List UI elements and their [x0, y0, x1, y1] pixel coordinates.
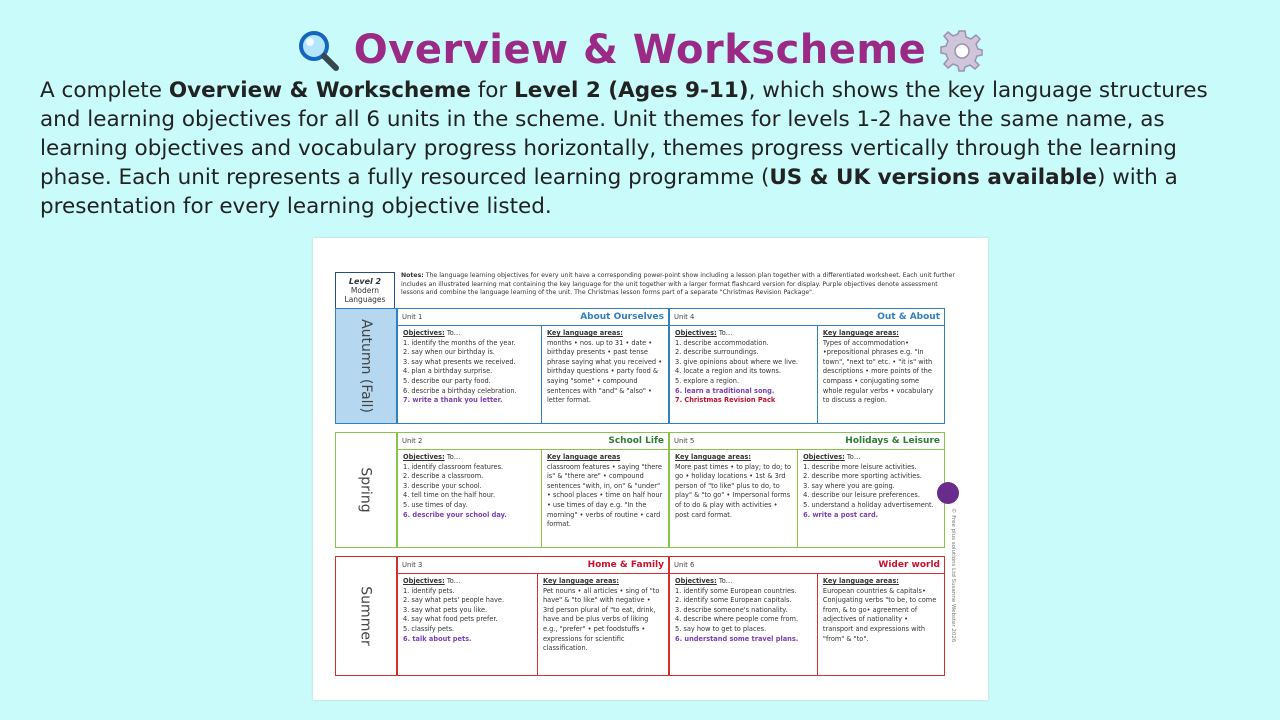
season-summer: [335, 556, 945, 676]
unit-card: Unit 5 Holidays & Leisure Key language areas: More past times • to play; to do; to go • holiday locations • 1st & 3rd person of "to like" plus to do, to play" & "to go" • Impersonal forms of to do & play with activities • post card format. Objectives: To… 1. describe more leisure activities. 2. describe more sporting activities. 3. say where you are going. 4. describe our leisure preferences. 5. understand a holiday advertisement. 6. write a post card.: [669, 432, 945, 548]
unit-card: Unit 3 Home & Family Objectives: To… 1. identify pets. 2. say what pets' people have. 3. say what pets you like. 4. say what food pets prefer. 5. classify pets. 6. talk about pets. Key language areas: Pet nouns • all articles • sing of "to have" & "to like" with negative • 3rd person plural of "to eat, drink, have and be plus verbs of liking e.g., "prefer" • pet foodstuffs • expressions for scientific classification.: [397, 556, 669, 676]
season-label: Autumn (Fall): [335, 308, 397, 424]
intro-paragraph: A complete Overview & Workscheme for Level 2 (Ages 9-11), which shows the key language structures and learning objectives for all 6 units in the scheme. Unit themes for levels 1-2 have the same name, as learning objectives and vocabulary progress horizontally, themes progress vertically through the learning phase. Each unit represents a fully resourced learning programme (US & UK versions available) with a presentation for every learning objective listed.: [40, 78, 1208, 219]
page-title: Overview & Workscheme: [353, 27, 927, 73]
copyright: © Free plus solutions Ltd Susanne Webster 2026: [950, 508, 956, 643]
unit-card: Unit 4 Out & About Objectives: To… 1. describe accommodation. 2. describe surroundings. 3. give opinions about where we live. 4. locate a region and its towns. 5. explore a region. 6. learn a traditional song. 7. Christmas Revision Pack Key language areas: Types of accommodation• •prepositional phrases e.g. "In town", "next to" etc. • "it is" with descriptions • more points of the compass • conjugating some whole regular verbs • vocabulary to discuss a region.: [669, 308, 945, 424]
header: [0, 22, 1280, 78]
season-spring: [335, 432, 945, 548]
unit-card: Unit 6 Wider world Objectives: To… 1. identify some European countries. 2. identify some European capitals. 3. describe someone's nationality. 4. describe where people come from. 5. say how to get to places. 6. understand some travel plans. Key language areas: European countries & capitals• Conjugating verbs "to be, to come from, & to go• agreement of adjectives of nationality • transport and expressions with "from" & "to".: [669, 556, 945, 676]
logo-badge: [937, 482, 959, 504]
unit-card: Unit 2 School Life Objectives: To… 1. identify classroom features. 2. describe a classroom. 3. describe your school. 4. tell time on the half hour. 5. use times of day. 6. describe your school day. Key language areas classroom features • saying "there is" & "there are" • compound sentences "with, in, on" & "under" • school places • time on half hour • use times of day e.g. "In the morning" • verbs of routine • card format.: [397, 432, 669, 548]
workscheme-document: [313, 238, 988, 700]
season-autumn: [335, 308, 945, 424]
magnifier-icon: [296, 28, 340, 72]
gear-icon: [940, 28, 984, 72]
level-box: Level 2 Modern Languages: [335, 272, 395, 318]
season-label: Spring: [335, 432, 397, 548]
unit-card: Unit 1 About Ourselves Objectives: To… 1. identify the months of the year. 2. say when our birthday is. 3. say what presents we received. 4. plan a birthday surprise. 5. describe our party food. 6. describe a birthday celebration. 7. write a thank you letter. Key language areas: months • nos. up to 31 • date • birthday presents • past tense phrase saying what you received • birthday questions • party food & saying "some" • compound sentences with "and" & "also" • letter format.: [397, 308, 669, 424]
season-label: Summer: [335, 556, 397, 676]
notes: Notes: The language learning objectives for every unit have a corresponding power-point show including a lesson plan together with a differentiated worksheet. Each unit further includes an illustrated learning mat containing the key language for the unit together with a larger format flashcard version for display. Purple objectives denote assessment lessons and combine the language learning of the unit. The Christmas lesson forms part of a separate "Christmas Revision Package".: [401, 272, 955, 297]
